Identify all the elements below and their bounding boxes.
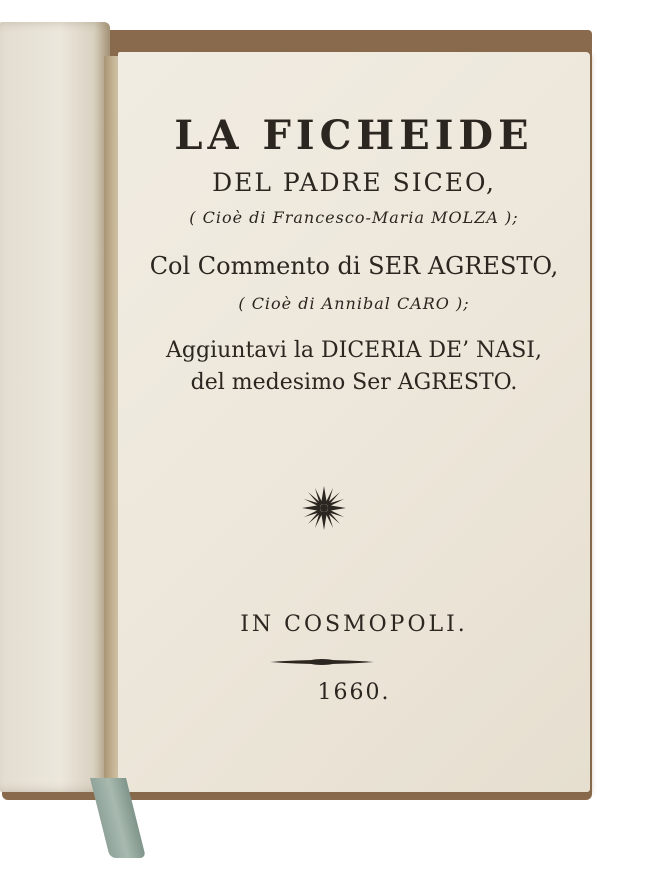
sunburst-ornament-icon [300,484,348,532]
imprint-year: 1660. [317,680,391,705]
book-title: LA FICHEIDE [174,112,534,159]
decorative-rule-icon [270,659,374,665]
imprint-place: IN COSMOPOLI. [240,612,468,637]
addition-line-2: del medesimo Ser AGRESTO. [190,370,518,395]
addition-line-1: Aggiuntavi la DICERIA DE’ NASI, [166,338,542,363]
left-page [0,22,110,792]
commentary-note: ( Cioè di Annibal CARO ); [238,294,470,313]
commentary-line: Col Commento di SER AGRESTO, [149,252,559,280]
author-line: DEL PADRE SICEO, [212,168,496,197]
author-note: ( Cioè di Francesco-Maria MOLZA ); [189,208,519,227]
